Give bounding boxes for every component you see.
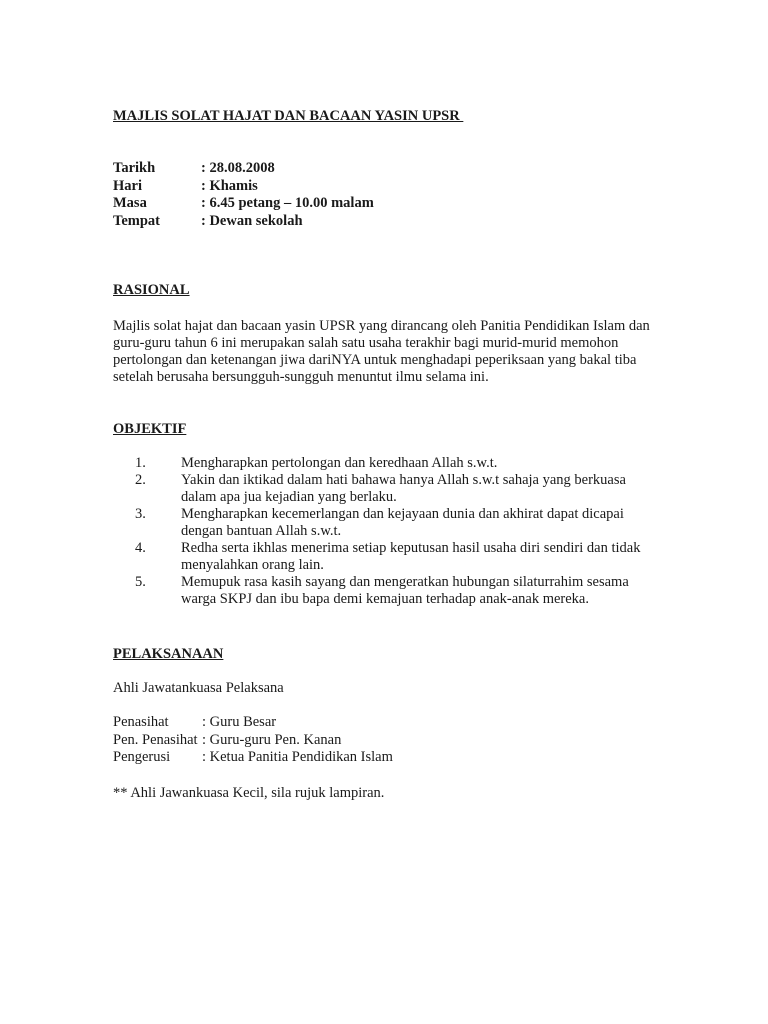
event-info [113,160,374,230]
list-item-text: Mengharapkan kecemerlangan dan kejayaan dunia dan akhirat dapat dicapai dengan bantuan Allah s.w.t. [181,506,624,539]
committee-member: : Guru Besar [202,714,277,730]
list-item [113,472,673,506]
committee-member: : Guru-guru Pen. Kanan [202,731,342,748]
rasional-heading: RASIONAL [113,282,190,298]
info-row-day [113,178,374,196]
committee-role: Pen. Penasihat [113,731,198,748]
info-value: : 6.45 petang – 10.00 malam [201,195,374,211]
objektif-heading: OBJEKTIF [113,421,187,437]
info-row-time [113,195,374,213]
document-title: MAJLIS SOLAT HAJAT DAN BACAAN YASIN UPSR [113,108,464,124]
info-label: Tarikh [113,160,156,176]
list-item-number: 3. [135,506,146,522]
info-value: : Dewan sekolah [201,212,303,229]
committee-role: Penasihat [113,714,169,730]
list-item-number: 2. [135,472,146,488]
committee-role: Pengerusi [113,749,171,765]
committee-row [113,732,393,750]
list-item-number: 4. [135,540,146,556]
info-label: Masa [113,195,147,211]
list-item-text: Redha serta ikhlas menerima setiap keputusan hasil usaha diri sendiri dan tidak menyalahkan orang lain. [181,540,641,573]
committee-member: : Ketua Panitia Pendidikan Islam [202,749,393,765]
committee-list [113,714,393,767]
list-item-text: Mengharapkan pertolongan dan keredhaan Allah s.w.t. [181,455,498,471]
list-item-text: Memupuk rasa kasih sayang dan mengeratkan hubungan silaturrahim sesama warga SKPJ dan ibu bapa demi kemajuan terhadap anak-anak mereka. [181,574,629,607]
info-value: : 28.08.2008 [201,160,275,176]
info-row-date [113,160,374,178]
list-item [113,540,673,574]
list-item [113,574,673,608]
rasional-text: Majlis solat hajat dan bacaan yasin UPSR yang dirancang oleh Panitia Pendidikan Islam dan guru-guru tahun 6 ini merupakan salah satu usaha terakhir bagi murid-murid memohon pertolongan dan ketenangan jiwa dariNYA untuk menghadapi peperiksaan yang bakal tiba setelah berusaha bersungguh-sungguh menuntut ilmu selama ini. [113,318,650,385]
committee-row [113,714,393,732]
objektif-list [113,455,673,608]
list-item-number: 1. [135,455,146,471]
pelaksanaan-heading: PELAKSANAAN [113,646,224,662]
footnote: ** Ahli Jawankuasa Kecil, sila rujuk lampiran. [113,785,385,801]
pelaksanaan-subheading: Ahli Jawatankuasa Pelaksana [113,680,284,696]
info-value: : Khamis [201,177,258,194]
list-item-text: Yakin dan iktikad dalam hati bahawa hanya Allah s.w.t sahaja yang berkuasa dalam apa jua kejadian yang berlaku. [181,472,626,505]
info-row-place [113,213,374,231]
list-item [113,506,673,540]
info-label: Tempat [113,212,160,229]
list-item-number: 5. [135,574,146,590]
info-label: Hari [113,177,142,194]
list-item [113,455,673,472]
committee-row [113,749,393,767]
